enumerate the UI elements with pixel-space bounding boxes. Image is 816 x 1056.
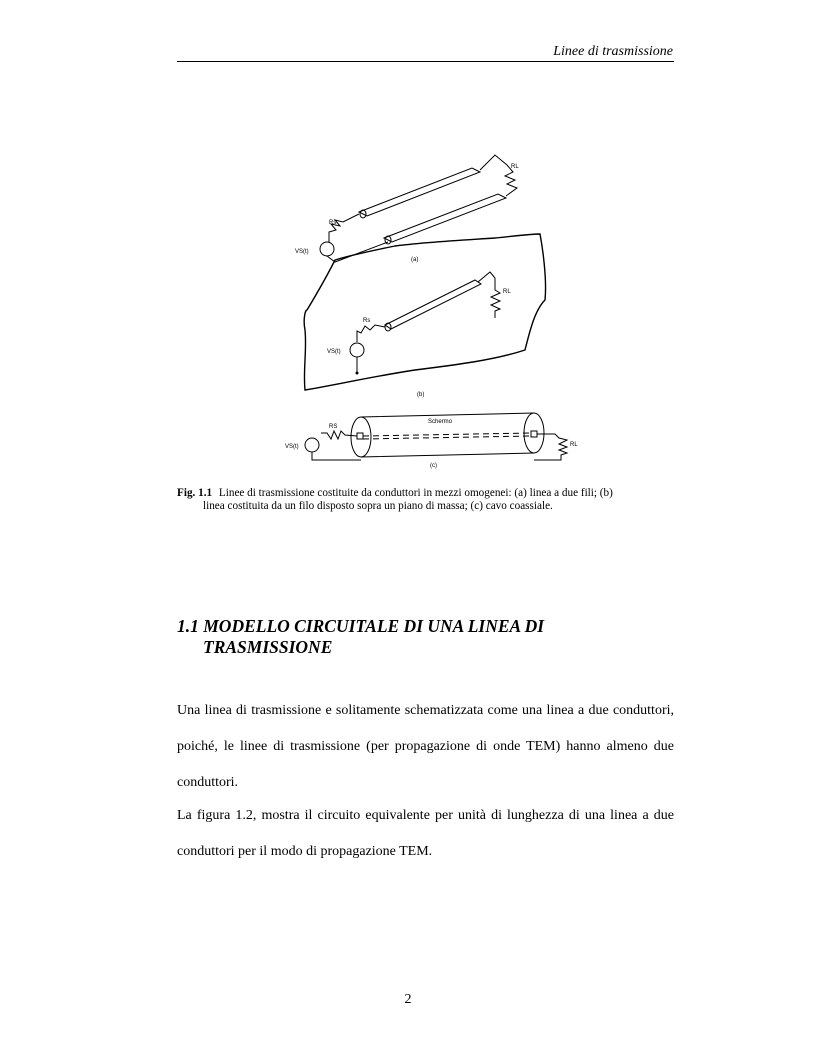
- voltage-source-c: [305, 438, 319, 452]
- label-sub-a: (a): [411, 257, 419, 263]
- coax-inner-left: [357, 433, 363, 439]
- paragraph-1: Una linea di trasmissione e solitamente schematizzata come una linea a due conduttori, poiché, le linee di trasmissione (per propagazione di onde TEM) hanno almeno due conduttori.: [177, 703, 674, 790]
- header-rule: [177, 61, 674, 62]
- label-sub-b: (b): [417, 392, 425, 398]
- label-rs-c: RS: [329, 424, 338, 430]
- label-vs-c: VS(t): [285, 444, 299, 450]
- voltage-source-b: [350, 343, 364, 357]
- label-shield-c: Schermo: [428, 419, 453, 425]
- label-rl-a: RL: [511, 164, 519, 170]
- label-rl-b: RL: [503, 289, 511, 295]
- caption-line-1: Linee di trasmissione costituite da conduttori in mezzi omogenei: (a) linea a due fili; (b): [218, 487, 613, 499]
- label-vs-a: VS(t): [295, 249, 309, 255]
- section-heading: [177, 616, 674, 658]
- paragraph-2: La figura 1.2, mostra il circuito equivalente per unità di lunghezza di una linea a due conduttori per il modo di propagazione TEM.: [177, 808, 674, 859]
- label-rs-b: Rs: [363, 318, 371, 324]
- wire-lower: [384, 194, 506, 242]
- figure-caption: [177, 487, 674, 513]
- caption-label: Fig. 1.1: [177, 487, 213, 499]
- section-heading-line-1: 1.1 MODELLO CIRCUITALE DI UNA LINEA DI: [177, 616, 545, 636]
- source-resistor-b: [357, 325, 385, 342]
- load-resistor-b: [478, 272, 500, 318]
- figure-transmission-lines: [285, 150, 607, 475]
- two-wire-line-diagram: [320, 155, 517, 262]
- voltage-source-a: [320, 242, 334, 256]
- label-rl-c: RL: [570, 442, 578, 448]
- wire-b: [385, 280, 481, 329]
- coax-inner-conductor: [363, 433, 531, 436]
- label-vs-b: VS(t): [327, 349, 341, 355]
- wire-upper: [359, 168, 480, 216]
- load-resistor-a: [480, 155, 517, 196]
- label-sub-c: (c): [430, 463, 437, 469]
- running-header: Linee di trasmissione: [553, 44, 673, 59]
- figure-drawing: [285, 150, 607, 475]
- caption-line-2: linea costituita da un filo disposto sopra un piano di massa; (c) cavo coassiale.: [203, 500, 553, 512]
- load-resistor-c: [534, 434, 567, 460]
- label-rs-a: Rs: [329, 220, 337, 226]
- section-heading-line-2: TRASMISSIONE: [203, 637, 333, 657]
- page-number: 2: [404, 992, 412, 1007]
- wire-over-ground-diagram: [304, 234, 545, 390]
- source-resistor-a: [329, 214, 359, 242]
